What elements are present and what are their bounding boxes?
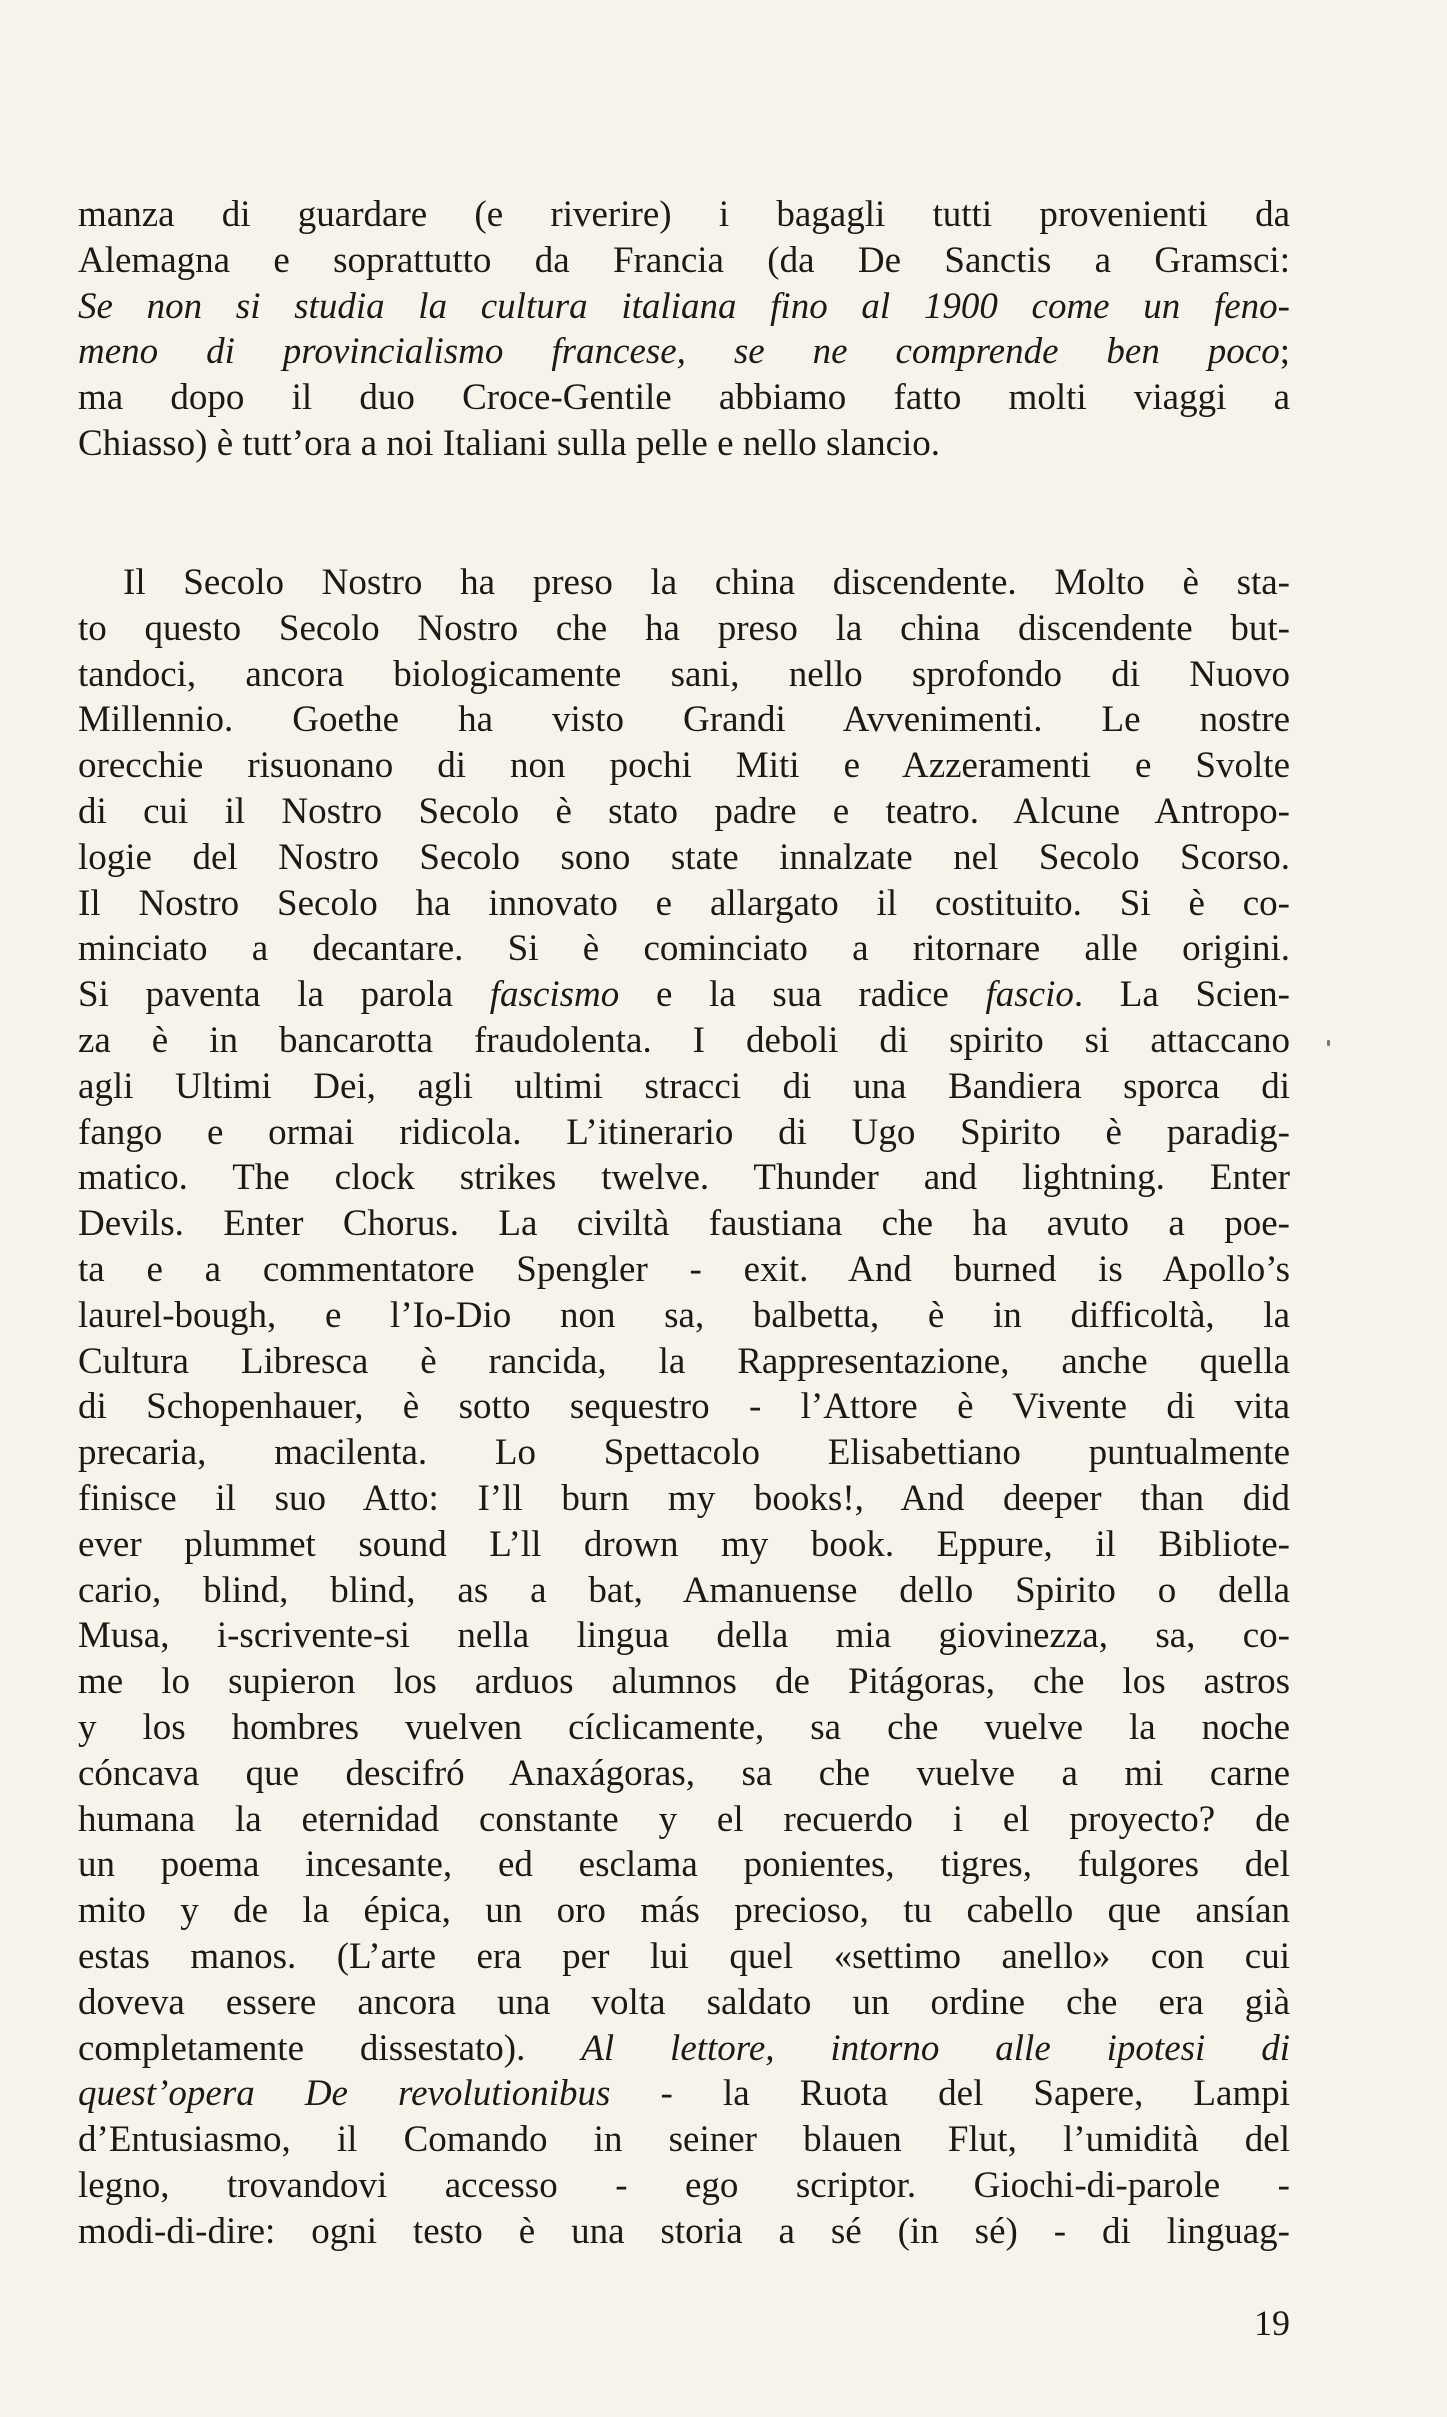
text-segment: ta e a commentatore Spengler - exit. And burned is Apollo’s (78, 1248, 1290, 1290)
text-line (78, 284, 1290, 330)
italic-text: Se non si studia la cultura italiana fino al 1900 come un feno- (78, 285, 1290, 327)
text-line (78, 1476, 1290, 1522)
text-line (78, 1842, 1290, 1888)
text-line (78, 1155, 1290, 1201)
text-segment: agli Ultimi Dei, agli ultimi stracci di una Bandiera sporca di (78, 1065, 1290, 1107)
text-line (78, 1522, 1290, 1568)
text-segment: ; (1279, 331, 1290, 373)
text-line (78, 1888, 1290, 1934)
text-segment: Devils. Enter Chorus. La civiltà faustiana che ha avuto a poe- (78, 1203, 1290, 1245)
text-segment: humana la eternidad constante y el recuerdo i el proyecto? de (78, 1798, 1290, 1840)
text-line (78, 1110, 1290, 1156)
text-segment: laurel-bough, e l’Io-Dio non sa, balbetta, è in difficoltà, la (78, 1294, 1290, 1336)
text-line (78, 192, 1290, 238)
text-line (78, 926, 1290, 972)
text-segment: Musa, i-scrivente-si nella lingua della mia giovinezza, sa, co- (78, 1615, 1290, 1657)
text-segment: minciato a decantare. Si è cominciato a ritornare alle origini. (78, 928, 1290, 970)
text-segment: fango e ormai ridicola. L’itinerario di Ugo Spirito è paradig- (78, 1111, 1290, 1153)
text-segment: . La Scien- (1073, 974, 1291, 1016)
text-segment: - la Ruota del Sapere, Lampi (610, 2073, 1290, 2115)
text-segment: estas manos. (L’arte era per lui quel «settimo anello» con cui (78, 1935, 1290, 1977)
text-line (78, 1384, 1290, 1430)
text-segment: Si paventa la parola (78, 974, 490, 1016)
text-segment: to questo Secolo Nostro che ha preso la china discendente but- (78, 607, 1290, 649)
text-segment: ma dopo il duo Croce-Gentile abbiamo fatto molti viaggi a (78, 377, 1290, 419)
italic-text: fascismo (489, 974, 620, 1016)
italic-text: fascio (985, 974, 1074, 1016)
text-line (78, 1980, 1290, 2026)
text-line (78, 2071, 1290, 2117)
text-line (78, 1797, 1290, 1843)
text-line (78, 1751, 1290, 1797)
text-segment: e la sua radice (619, 974, 986, 1016)
text-segment: cóncava que descifró Anaxágoras, sa che vuelve a mi carne (78, 1752, 1290, 1794)
text-segment: Chiasso) è tutt’ora a noi Italiani sulla pelle e nello slancio. (78, 422, 941, 464)
text-segment: ever plummet sound L’ll drown my book. Eppure, il Bibliote- (78, 1523, 1290, 1565)
text-segment: manza di guardare (e riverire) i bagagli tutti provenienti da (78, 194, 1290, 235)
text-segment: tandoci, ancora biologicamente sani, nello sprofondo di Nuovo (78, 653, 1290, 695)
text-segment: un poema incesante, ed esclama ponientes, tigres, fulgores del (78, 1844, 1290, 1886)
text-line (78, 1613, 1290, 1659)
text-line (78, 1659, 1290, 1705)
text-line (78, 1339, 1290, 1385)
text-line (78, 1568, 1290, 1614)
text-line (78, 606, 1290, 652)
text-line (78, 2163, 1290, 2209)
text-line (78, 375, 1290, 421)
text-line (78, 1201, 1290, 1247)
text-segment: orecchie risuonano di non pochi Miti e Azzeramenti e Svolte (78, 745, 1290, 787)
text-line (78, 2209, 1290, 2255)
text-line (78, 2026, 1290, 2072)
italic-text: quest’opera De revolutionibus (78, 2073, 611, 2115)
text-line (78, 1018, 1290, 1064)
text-segment: y los hombres vuelven cíclicamente, sa che vuelve la noche (78, 1706, 1290, 1748)
text-segment: doveva essere ancora una volta saldato un ordine che era già (78, 1981, 1290, 2023)
text-line (78, 972, 1290, 1018)
text-segment: legno, trovandovi accesso - ego scriptor. Giochi-di-parole - (78, 2164, 1290, 2206)
text-segment: Cultura Libresca è rancida, la Rappresentazione, anche quella (78, 1340, 1290, 1382)
text-segment: me lo supieron los arduos alumnos de Pitágoras, che los astros (78, 1661, 1290, 1703)
text-line (78, 789, 1290, 835)
text-segment: modi-di-dire: ogni testo è una storia a sé (in sé) - di linguag- (78, 2210, 1290, 2252)
text-segment: Il Nostro Secolo ha innovato e allargato il costituito. Si è co- (78, 882, 1290, 924)
text-segment: Millennio. Goethe ha visto Grandi Avvenimenti. Le nostre (78, 699, 1290, 741)
text-segment: di Schopenhauer, è sotto sequestro - l’Attore è Vivente di vita (78, 1386, 1290, 1428)
text-segment: d’Entusiasmo, il Comando in seiner blauen Flut, l’umidità del (78, 2119, 1290, 2161)
text-segment: logie del Nostro Secolo sono state innalzate nel Secolo Scorso. (78, 836, 1290, 878)
text-segment: mito y de la épica, un oro más precioso, tu cabello que ansían (78, 1890, 1290, 1932)
paragraph-1 (78, 192, 1290, 467)
text-line (78, 697, 1290, 743)
text-segment: Il Secolo Nostro ha preso la china discendente. Molto è sta- (123, 562, 1290, 603)
text-segment: matico. The clock strikes twelve. Thunder and lightning. Enter (78, 1157, 1290, 1199)
text-line (78, 238, 1290, 284)
text-line (78, 560, 1290, 606)
italic-text: Al lettore, intorno alle ipotesi di (581, 2027, 1290, 2069)
text-segment: za è in bancarotta fraudolenta. I deboli di spirito si attaccano (78, 1019, 1290, 1061)
text-segment: cario, blind, blind, as a bat, Amanuense dello Spirito o della (78, 1569, 1290, 1611)
text-line (78, 421, 1290, 467)
paragraph-2 (78, 560, 1290, 2254)
text-line (78, 1934, 1290, 1980)
text-line (78, 1247, 1290, 1293)
text-line (78, 2117, 1290, 2163)
text-line (78, 329, 1290, 375)
margin-mark (1327, 1040, 1330, 1046)
text-segment: precaria, macilenta. Lo Spettacolo Elisabettiano puntualmente (78, 1432, 1290, 1474)
text-line (78, 652, 1290, 698)
text-segment: completamente dissestato). (78, 2027, 582, 2069)
text-segment: Alemagna e soprattutto da Francia (da De Sanctis a Gramsci: (78, 239, 1290, 281)
text-line (78, 1430, 1290, 1476)
text-line (78, 1705, 1290, 1751)
text-line (78, 743, 1290, 789)
text-line (78, 1064, 1290, 1110)
text-segment: finisce il suo Atto: I’ll burn my books!, And deeper than did (78, 1477, 1290, 1519)
page-number: 19 (1254, 2303, 1290, 2343)
text-line (78, 835, 1290, 881)
text-line (78, 881, 1290, 927)
text-line (78, 1293, 1290, 1339)
text-segment: di cui il Nostro Secolo è stato padre e teatro. Alcune Antropo- (78, 790, 1290, 832)
italic-text: meno di provincialismo francese, se ne comprende ben poco (78, 331, 1280, 373)
